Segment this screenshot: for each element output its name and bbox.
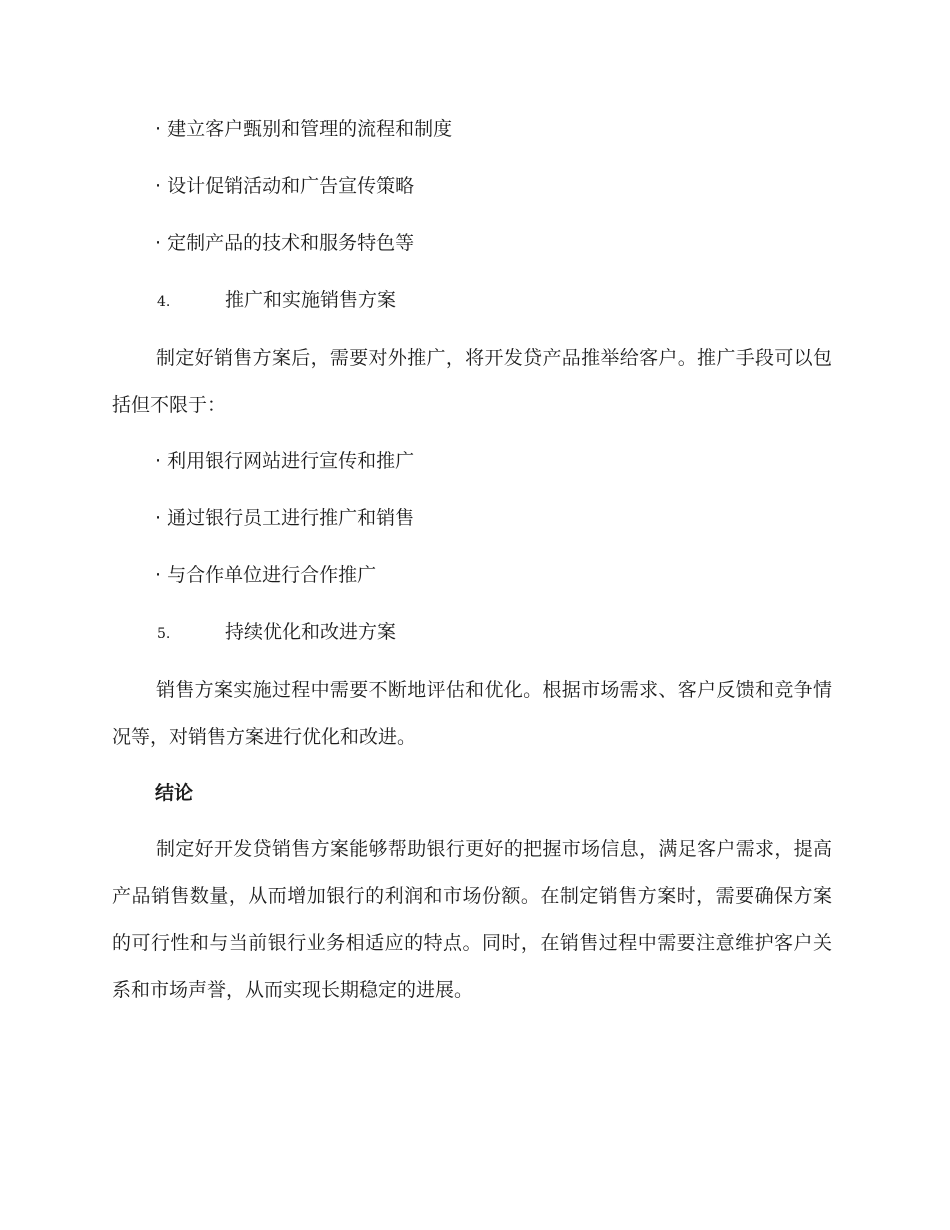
section-number: 4.: [157, 294, 171, 310]
section-title: 推广和实施销售方案: [225, 289, 397, 311]
section-number: 5.: [157, 626, 171, 642]
bullet-item: · 通过银行员工进行推广和销售: [155, 507, 415, 529]
paragraph: 销售方案实施过程中需要不断地评估和优化。根据市场需求、客户反馈和竞争情况等，对销售方案进行优化和改进。: [112, 679, 832, 748]
bullet-item: · 建立客户甄别和管理的流程和制度: [155, 118, 453, 140]
bullet-item: · 利用银行网站进行宣传和推广: [155, 450, 415, 472]
bullet-item: · 定制产品的技术和服务特色等: [155, 232, 415, 254]
paragraph: 制定好销售方案后，需要对外推广，将开发贷产品推举给客户。推广手段可以包括但不限于：: [112, 347, 832, 416]
bullet-item: · 设计促销活动和广告宣传策略: [155, 175, 415, 197]
conclusion-paragraph: 制定好开发贷销售方案能够帮助银行更好的把握市场信息，满足客户需求，提高产品销售数量，从而增加银行的利润和市场份额。在制定销售方案时，需要确保方案的可行性和与当前银行业务相适应的特点。同时，在销售过程中需要注意维护客户关系和市场声誉，从而实现长期稳定的进展。: [112, 838, 832, 1001]
conclusion-heading: 结论: [155, 782, 194, 804]
section-title: 持续优化和改进方案: [225, 621, 397, 643]
bullet-item: · 与合作单位进行合作推广: [155, 564, 377, 586]
